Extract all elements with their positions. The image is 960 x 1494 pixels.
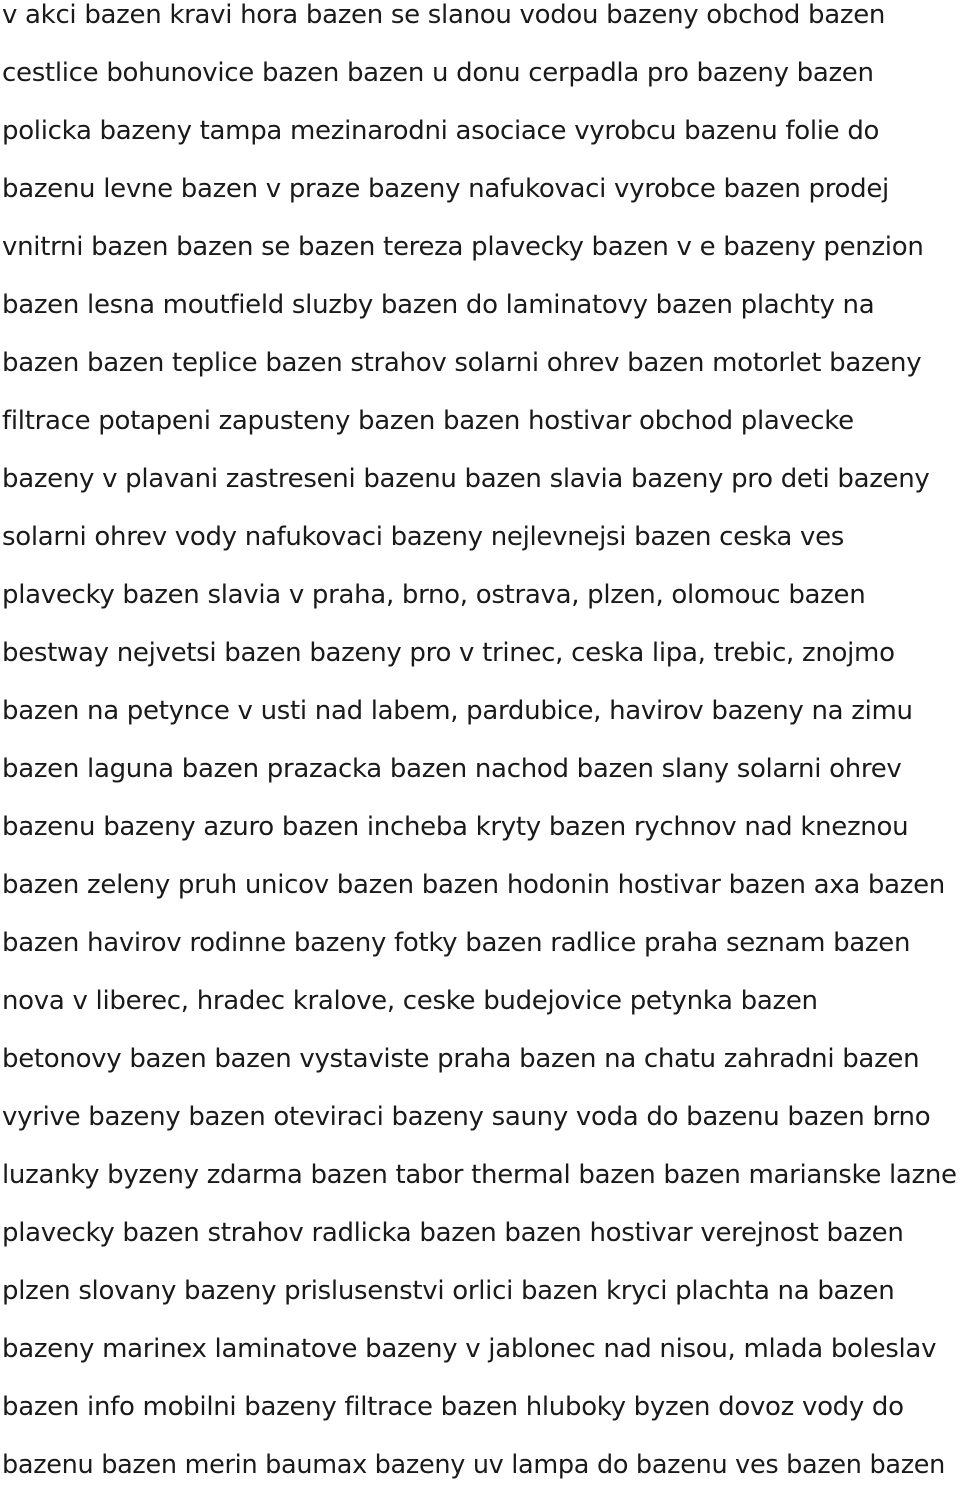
text-line: bazen zeleny pruh unicov bazen bazen hodonin hostivar bazen axa bazen — [2, 870, 945, 900]
text-line: bazen bazen teplice bazen strahov solarni ohrev bazen motorlet bazeny — [2, 348, 922, 378]
text-line: plavecky bazen strahov radlicka bazen bazen hostivar verejnost bazen — [2, 1218, 904, 1248]
text-line: plzen slovany bazeny prislusenstvi orlici bazen kryci plachta na bazen — [2, 1276, 895, 1306]
text-line: bazeny v plavani zastreseni bazenu bazen slavia bazeny pro deti bazeny — [2, 464, 930, 494]
text-line: bestway nejvetsi bazen bazeny pro v trinec, ceska lipa, trebic, znojmo — [2, 638, 895, 668]
text-line: solarni ohrev vody nafukovaci bazeny nejlevnejsi bazen ceska ves — [2, 522, 845, 552]
text-line: vyrive bazeny bazen oteviraci bazeny sauny voda do bazenu bazen brno — [2, 1102, 931, 1132]
text-line: bazenu bazeny azuro bazen incheba kryty bazen rychnov nad kneznou — [2, 812, 909, 842]
text-line: cestlice bohunovice bazen bazen u donu cerpadla pro bazeny bazen — [2, 58, 874, 88]
text-line: luzanky byzeny zdarma bazen tabor thermal bazen bazen marianske lazne — [2, 1160, 957, 1190]
text-line: betonovy bazen bazen vystaviste praha bazen na chatu zahradni bazen — [2, 1044, 920, 1074]
text-line: bazenu bazen merin baumax bazeny uv lampa do bazenu ves bazen bazen — [2, 1450, 946, 1480]
text-line: bazenu levne bazen v praze bazeny nafukovaci vyrobce bazen prodej — [2, 174, 889, 204]
text-line: bazen laguna bazen prazacka bazen nachod bazen slany solarni ohrev — [2, 754, 902, 784]
text-line: nova v liberec, hradec kralove, ceske budejovice petynka bazen — [2, 986, 818, 1016]
text-line: bazen info mobilni bazeny filtrace bazen hluboky byzen dovoz vody do — [2, 1392, 904, 1422]
text-line: plavecky bazen slavia v praha, brno, ostrava, plzen, olomouc bazen — [2, 580, 866, 610]
text-line: bazen lesna moutfield sluzby bazen do laminatovy bazen plachty na — [2, 290, 875, 320]
text-line: filtrace potapeni zapusteny bazen bazen hostivar obchod plavecke — [2, 406, 854, 436]
text-line: vnitrni bazen bazen se bazen tereza plavecky bazen v e bazeny penzion — [2, 232, 924, 262]
text-line: policka bazeny tampa mezinarodni asociace vyrobcu bazenu folie do — [2, 116, 880, 146]
text-line: bazen havirov rodinne bazeny fotky bazen radlice praha seznam bazen — [2, 928, 911, 958]
text-line: bazeny marinex laminatove bazeny v jablonec nad nisou, mlada boleslav — [2, 1334, 937, 1364]
text-line: v akci bazen kravi hora bazen se slanou vodou bazeny obchod bazen — [2, 0, 886, 30]
text-line: bazen na petynce v usti nad labem, pardubice, havirov bazeny na zimu — [2, 696, 913, 726]
